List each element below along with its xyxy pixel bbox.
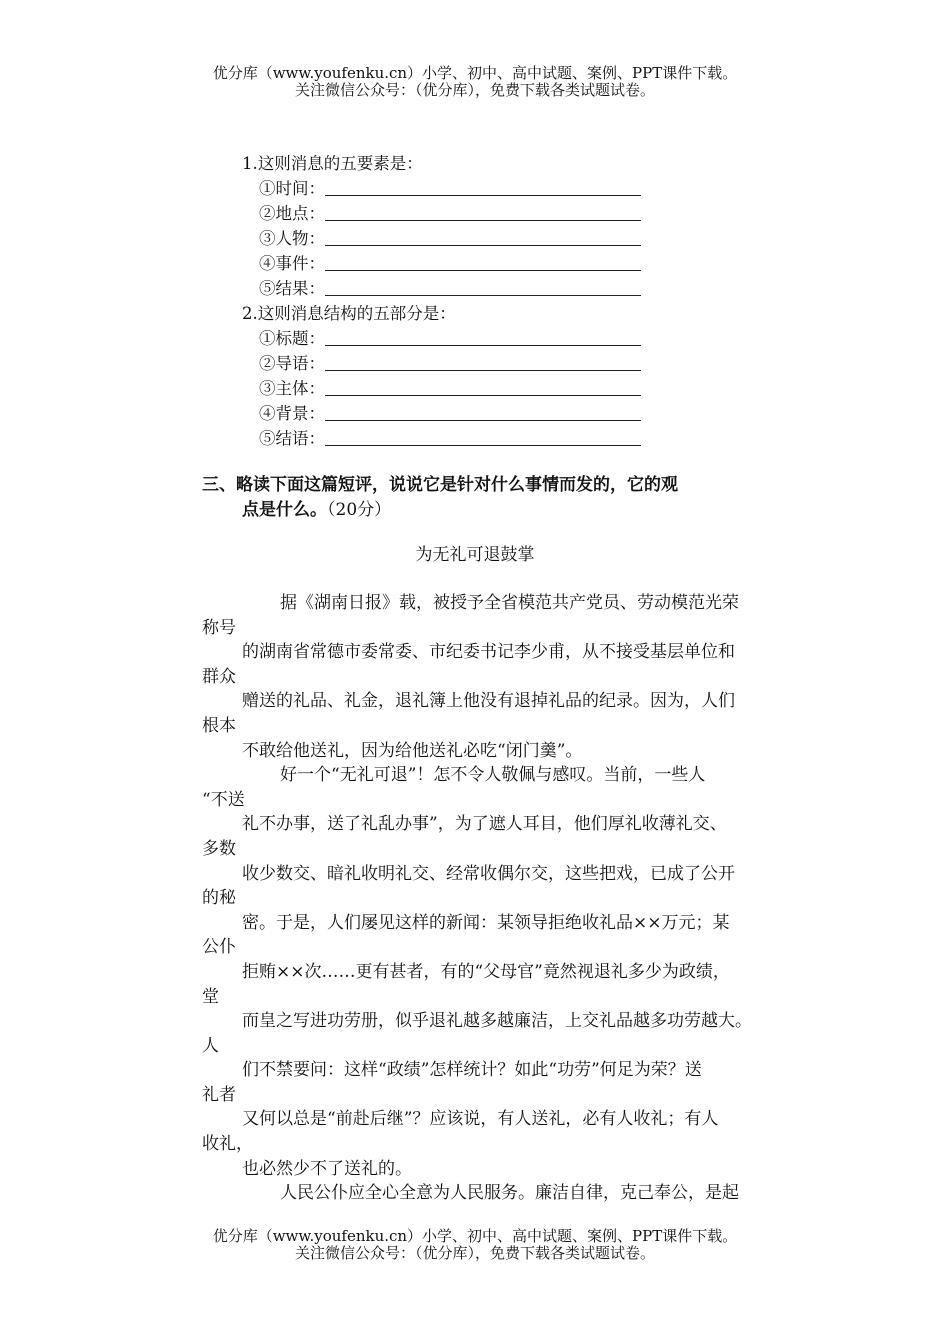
q2-item-label: ⑤结语：	[259, 429, 325, 448]
q2-item-title	[242, 326, 641, 351]
answer-blank	[325, 279, 641, 296]
q2-item-lead	[242, 351, 641, 376]
section-3-line-2-bold: 点是什么。	[242, 500, 327, 520]
answer-blank	[325, 179, 641, 196]
q2-item-label: ③主体：	[259, 379, 325, 398]
answer-blank	[325, 404, 641, 421]
article-line: 群众	[202, 666, 236, 687]
answer-blank	[325, 204, 641, 221]
questions-block	[242, 151, 641, 451]
article-line: 礼不办事，送了礼乱办事”，为了遮人耳目，他们厚礼收薄礼交、	[242, 814, 727, 835]
article-line: 也必然少不了送礼的。	[242, 1158, 412, 1179]
article-body	[202, 591, 822, 1206]
article-line: 好一个“无礼可退”！怎不令人敬佩与感叹。当前，一些人	[280, 765, 706, 786]
article-line: “不送	[202, 789, 245, 810]
section-3-heading	[202, 473, 678, 523]
article-line: 人民公仆应全心全意为人民服务。廉洁自律，克己奉公，是起	[280, 1183, 739, 1204]
section-3-line-1: 三、略读下面这篇短评，说说它是针对什么事情而发的，它的观	[202, 475, 678, 495]
q2-item-label: ②导语：	[259, 354, 325, 373]
question-2-prompt: 2.这则消息结构的五部分是：	[242, 304, 456, 323]
q2-item-label: ④背景：	[259, 404, 325, 423]
q1-item-label: ④事件：	[259, 254, 325, 273]
q2-item-body	[242, 376, 641, 401]
q1-item-label: ①时间：	[259, 179, 325, 198]
article-line: 又何以总是“前赴后继”？应该说，有人送礼，必有人收礼；有人	[242, 1109, 719, 1130]
page-header	[0, 65, 950, 99]
article-line: 礼者	[202, 1084, 236, 1105]
article-line: 据《湖南日报》载，被授予全省模范共产党员、劳动模范光荣	[280, 593, 739, 613]
article-line: 称号	[202, 617, 236, 638]
article-line: 多数	[202, 838, 236, 859]
q1-item-event	[242, 251, 641, 276]
article-line: 人	[202, 1035, 219, 1056]
article-line: 公仆	[202, 937, 236, 958]
q1-item-label: ③人物：	[259, 229, 325, 248]
article-line: 拒贿××次……更有甚者，有的“父母官”竟然视退礼多少为政绩，	[242, 961, 730, 982]
article-line: 收礼，	[202, 1134, 253, 1155]
article-title: 为无礼可退鼓掌	[415, 545, 535, 565]
answer-blank	[325, 229, 641, 246]
article-line: 收少数交、暗礼收明礼交、经常收偶尔交，这些把戏，已成了公开	[242, 863, 735, 884]
q2-item-background	[242, 401, 641, 426]
q2-item-conclusion	[242, 426, 641, 451]
article-line: 的秘	[202, 888, 236, 909]
answer-blank	[325, 254, 641, 271]
answer-blank	[325, 429, 641, 446]
article-line: 不敢给他送礼，因为给他送礼必吃“闭门羹”。	[242, 740, 583, 761]
article-line: 根本	[202, 715, 236, 736]
article-line: 的湖南省常德市委常委、市纪委书记李少甫，从不接受基层单位和	[242, 642, 735, 663]
article-line: 堂	[202, 986, 219, 1007]
article-line: 密。于是，人们屡见这样的新闻：某领导拒绝收礼品××万元；某	[242, 912, 730, 933]
header-line-1: 优分库（www.youfenku.cn）小学、初中、高中试题、案例、PPT课件下载。	[212, 64, 738, 82]
q1-item-label: ②地点：	[259, 204, 325, 223]
section-3-line-2	[202, 498, 678, 523]
question-1-prompt: 1.这则消息的五要素是：	[242, 154, 423, 173]
article-line: 而皇之写进功劳册，似乎退礼越多越廉洁，上交礼品越多功劳越大。	[242, 1011, 752, 1032]
q1-item-time	[242, 176, 641, 201]
answer-blank	[325, 379, 641, 396]
header-line-2: 关注微信公众号：（优分库），免费下载各类试题试卷。	[294, 81, 655, 99]
q1-item-result	[242, 276, 641, 301]
page-footer	[0, 1228, 950, 1262]
footer-line-1: 优分库（www.youfenku.cn）小学、初中、高中试题、案例、PPT课件下载。	[212, 1227, 738, 1245]
article-line: 们不禁要问：这样“政绩”怎样统计？如此“功劳”何足为荣？送	[242, 1060, 702, 1081]
answer-blank	[325, 329, 641, 346]
answer-blank	[325, 354, 641, 371]
q1-item-person	[242, 226, 641, 251]
footer-line-2: 关注微信公众号：（优分库），免费下载各类试题试卷。	[294, 1244, 655, 1262]
article-line: 赠送的礼品、礼金，退礼簿上他没有退掉礼品的纪录。因为，人们	[242, 691, 735, 712]
q2-item-label: ①标题：	[259, 329, 325, 348]
section-3-score: （20分）	[327, 500, 392, 520]
q1-item-label: ⑤结果：	[259, 279, 325, 298]
q1-item-place	[242, 201, 641, 226]
